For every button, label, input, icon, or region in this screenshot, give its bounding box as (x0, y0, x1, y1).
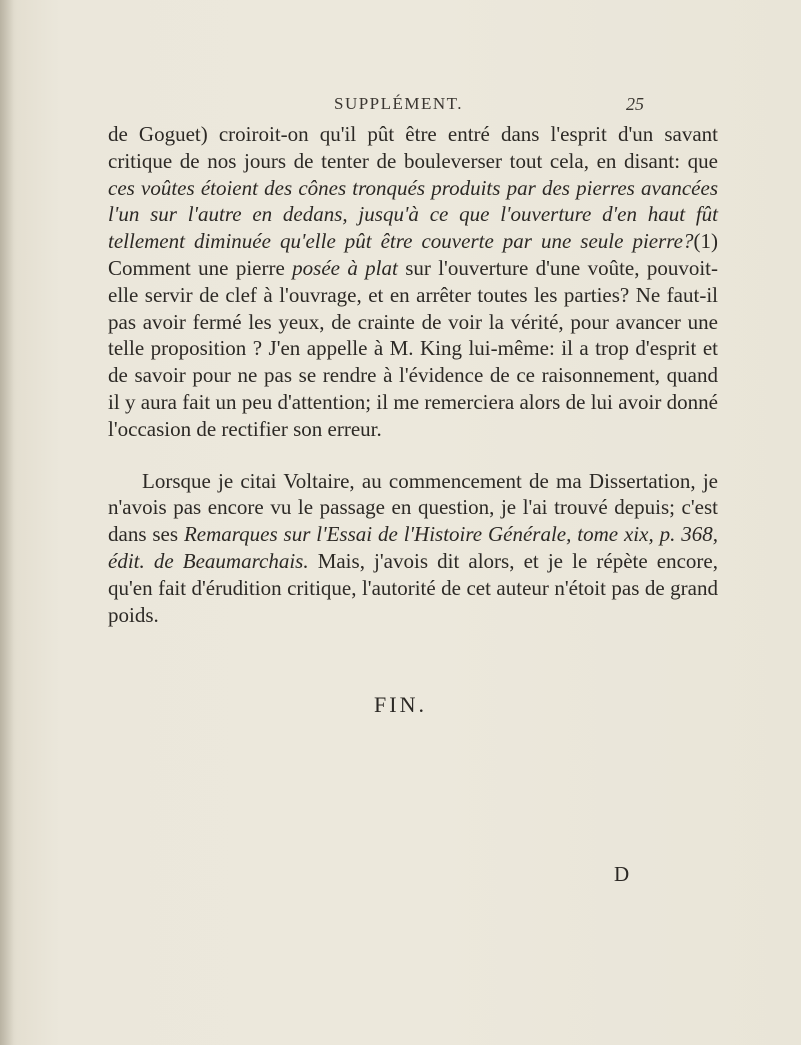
paragraph-2-citation: Remarques sur l'Essai de l'Histoire Générale, tome xix, p. 368, édit. de Beaumarchais. (108, 522, 718, 573)
paragraph-1-segment-5: sur l'ouverture d'une voûte, pouvoit-elle servir de clef à l'ouvrage, et en arrêter toutes les parties? Ne faut-il pas avoir fermé les yeux, de crainte de voir la vérité, pour avancer une telle proposition ? J'en appelle à M. King lui-même: il a trop d'esprit et de savoir pour ne pas se rendre à l'évidence de ce raisonnement, quand il y aura fait un peu d'attention; il me remerciera alors de lui avoir donné l'occasion de rectifier son erreur. (108, 255, 718, 441)
paragraph-1-emphasis: posée à plat (292, 255, 398, 280)
paragraph-1 (108, 121, 718, 443)
paragraph-1-segment-1: de Goguet) croiroit-on qu'il pût être entré dans l'esprit d'un savant critique de nos jours de tenter de bouleverser tout cela, en disant: que (108, 122, 718, 173)
signature-mark: D (614, 862, 630, 886)
paragraph-2-segment-3: Mais, j'avois dit alors, et je le répète encore, qu'en fait d'érudition critique, l'autorité de cet auteur n'étoit pas de grand poids. (108, 548, 718, 627)
paragraph-2 (108, 468, 718, 629)
binding-shadow (0, 0, 14, 1045)
paragraph-1-segment-3: (1) Comment une pierre (108, 229, 718, 280)
paragraph-1-quote: ces voûtes étoient des cônes tronqués produits par des pierres avancées l'un sur l'autre en dedans, jusqu'à ce que l'ouverture d'en haut fût tellement diminuée qu'elle pût être couverte par une seule pierre? (108, 175, 718, 254)
page-number: 25 (626, 94, 644, 114)
body-text (108, 121, 718, 628)
running-header (0, 94, 801, 118)
running-title: SUPPLÉMENT. (334, 94, 464, 113)
fin-heading: FIN. (374, 692, 427, 717)
paragraph-2-segment-1: Lorsque je citai Voltaire, au commencement de ma Dissertation, je n'avois pas encore vu le passage en question, je l'ai trouvé depuis; c'est dans ses (108, 468, 718, 547)
